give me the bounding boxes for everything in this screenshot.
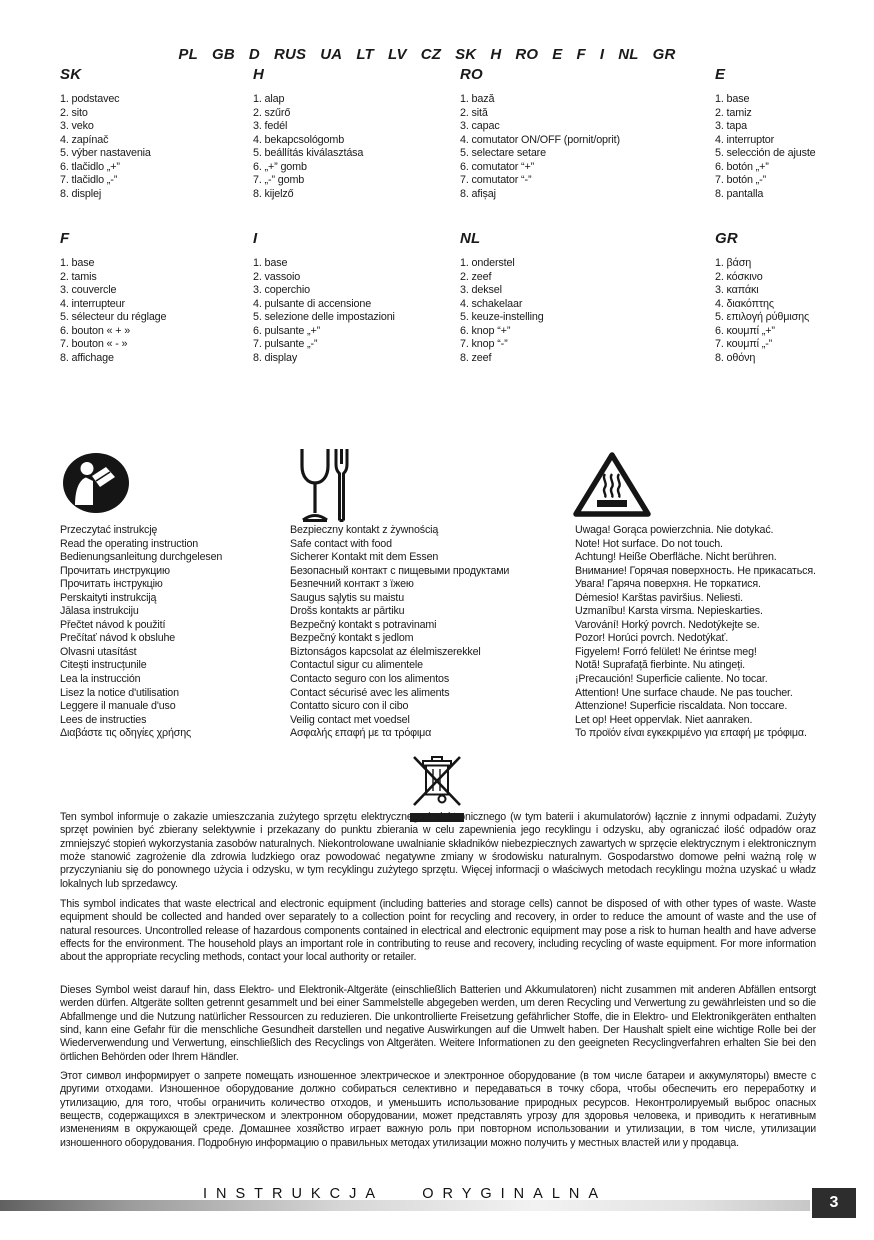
part-list-item: 3. coperchio bbox=[253, 284, 311, 296]
language-code: RUS bbox=[273, 46, 307, 63]
read-manual-icon bbox=[62, 452, 130, 519]
part-list-item: 2. zeef bbox=[460, 270, 492, 283]
caption-line: Contact sécurisé avec les aliments bbox=[290, 686, 450, 699]
part-list-item: 5. beállítás kiválasztása bbox=[253, 147, 364, 159]
caption-line: Leggere il manuale d'uso bbox=[60, 700, 176, 713]
food-safe-captions bbox=[290, 524, 509, 741]
part-list-item: 3. deksel bbox=[460, 284, 502, 296]
language-code: GR bbox=[652, 46, 676, 63]
part-list-item: 2. szűrő bbox=[253, 106, 291, 119]
parts-list bbox=[60, 93, 255, 201]
language-code: E bbox=[552, 46, 563, 63]
part-list-item: 7. knop “-” bbox=[460, 338, 508, 350]
part-list-item: 2. tamis bbox=[60, 270, 97, 283]
caption-line: Przeczytać instrukcję bbox=[60, 524, 158, 536]
part-list-item: 3. καπάκι bbox=[715, 284, 759, 296]
caption-line: Attenzione! Superficie riscaldata. Non toccare. bbox=[575, 700, 788, 713]
part-list-item: 8. display bbox=[253, 351, 298, 364]
caption-line: Figyelem! Forró felület! Ne érintse meg! bbox=[575, 645, 757, 658]
language-code: LT bbox=[356, 46, 374, 63]
part-list-item: 5. επιλογή ρύθμισης bbox=[715, 311, 810, 323]
part-list-item: 2. tamiz bbox=[715, 106, 752, 119]
part-list-item: 3. couvercle bbox=[60, 284, 117, 296]
caption-line: Безопасный контакт с пищевыми продуктами bbox=[290, 564, 510, 577]
part-list-item: 8. displej bbox=[60, 187, 102, 200]
caption-line: Note! Hot surface. Do not touch. bbox=[575, 537, 723, 550]
parts-list bbox=[253, 257, 448, 365]
page-number-badge bbox=[812, 1188, 856, 1218]
part-list-item: 8. zeef bbox=[460, 351, 492, 364]
footer-title: INSTRUKCJA ORYGINALNA bbox=[202, 1186, 608, 1202]
part-list-item: 7. κουμπί „-” bbox=[715, 338, 773, 350]
part-list-item: 4. comutator ON/OFF (pornit/oprit) bbox=[460, 133, 620, 146]
part-list-item: 1. βάση bbox=[715, 257, 752, 269]
caption-line: Прочитать інструкцію bbox=[60, 578, 163, 591]
disposal-paragraph-ru: Этот символ информирует о запрете помещать изношенное электрическое и электронное оборудование (в том числе батареи и аккумуляторы) вместе с другими отходами. Изношенное оборудование должно собираться селективно и передаваться в точку сбора, чтобы обеспечить его переработку и утилизацию, для того, чтобы ограничить количество отходов, и уменьшить использование природных ресурсов. Неконтролируемый выброс опасных веществ, содержащихся в электрическом и электронном оборудовании, может представлять угрозу для здоровья человека, и приводить к негативным изменениям в окружающей среде. Домашнее хозяйство играет важную роль при повторном использовании и утилизации, в том числе, утилизации изношенного оборудования. Подробную информацию о правильных методах утилизации можно получить у местных властей или у продавца. bbox=[60, 1070, 816, 1149]
disposal-paragraph-en: This symbol indicates that waste electrical and electronic equipment (including batteries and storage cells) cannot be disposed of with other types of waste. Waste equipment should be collected and handed over separately to a collection point for recycling and recovery, in order to reduce the amount of waste and the use of natural resources. Uncontrolled release of hazardous components contained in electrical and electronic equipment may pose a risk to human health and have adverse effects for the environment. The household plays an important role in contributing to reuse and recovery, including recycling of waste equipment. For more information about the appropriate recycling methods, contact your local authority or retailer. bbox=[60, 898, 816, 964]
part-list-item: 7. botón „-” bbox=[715, 174, 767, 186]
part-list-item: 2. sito bbox=[60, 106, 88, 119]
page-number: 3 bbox=[829, 1194, 839, 1211]
caption-line: Veilig contact met voedsel bbox=[290, 713, 410, 726]
part-list-item: 3. tapa bbox=[715, 120, 747, 132]
part-list-item: 6. botón „+” bbox=[715, 160, 769, 173]
parts-column-e bbox=[715, 66, 870, 201]
caption-line: Uwaga! Gorąca powierzchnia. Nie dotykać. bbox=[575, 524, 774, 536]
parts-list bbox=[715, 93, 870, 201]
caption-line: Contacto seguro con los alimentos bbox=[290, 673, 450, 686]
caption-line: Прочитать инструкцию bbox=[60, 564, 170, 577]
caption-line: Jālasa instrukciju bbox=[60, 605, 139, 618]
parts-column-sk bbox=[60, 66, 255, 201]
part-list-item: 8. pantalla bbox=[715, 187, 764, 200]
caption-line: Увага! Гаряча поверхня. Не торкатися. bbox=[575, 578, 761, 591]
caption-line: Let op! Heet oppervlak. Niet aanraken. bbox=[575, 713, 753, 726]
caption-line: Bezpieczny kontakt z żywnością bbox=[290, 524, 439, 536]
parts-column-header: NL bbox=[460, 230, 481, 247]
parts-list bbox=[460, 257, 655, 365]
parts-column-h bbox=[253, 66, 448, 201]
parts-column-header: GR bbox=[715, 230, 738, 247]
hot-surface-captions bbox=[575, 524, 816, 741]
caption-line: Olvasni utasítást bbox=[60, 645, 137, 658]
caption-line: Το προϊόν είναι εγκεκριμένο για επαφή με τρόφιμα. bbox=[575, 727, 807, 740]
parts-column-gr bbox=[715, 230, 870, 365]
part-list-item: 6. knop “+” bbox=[460, 324, 511, 337]
hot-surface-warning-icon bbox=[570, 450, 654, 525]
caption-line: ¡Precaución! Superficie caliente. No tocar. bbox=[575, 673, 768, 686]
language-code: F bbox=[576, 46, 586, 63]
caption-line: Contatto sicuro con il cibo bbox=[290, 700, 409, 713]
part-list-item: 1. onderstel bbox=[460, 257, 515, 269]
caption-line: Biztonságos kapcsolat az élelmiszerekkel bbox=[290, 645, 481, 658]
caption-line: Sicherer Kontakt mit dem Essen bbox=[290, 551, 439, 564]
caption-line: Безпечний контакт з їжею bbox=[290, 578, 414, 591]
part-list-item: 1. podstavec bbox=[60, 93, 120, 105]
part-list-item: 8. afișaj bbox=[460, 187, 496, 200]
part-list-item: 6. bouton « + » bbox=[60, 324, 131, 337]
parts-column-header: SK bbox=[60, 66, 82, 83]
caption-line: Drošs kontakts ar pārtiku bbox=[290, 605, 405, 618]
caption-line: Achtung! Heiße Oberfläche. Nicht berühren. bbox=[575, 551, 777, 564]
parts-column-f bbox=[60, 230, 255, 365]
part-list-item: 6. κουμπί „+” bbox=[715, 324, 775, 337]
language-code: RO bbox=[515, 46, 539, 63]
language-code: D bbox=[248, 46, 260, 63]
disposal-paragraph-pl: Ten symbol informuje o zakazie umieszczania zużytego sprzętu elektrycznego i elektronicznego (w tym baterii i akumulatorów) łącznie z innymi odpadami. Zużyty sprzęt powinien być zbierany selektywnie i przekazany do punktu zbierania w celu zapewnienia jego recyklingu i odzysku, aby ograniczać ilość odpadów oraz zmniejszyć stopień wykorzystania zasobów naturalnych. Niekontrolowane uwalnianie składników niebezpiecznych zawartych w sprzęcie elektrycznym i elektronicznym może stanowić zagrożenie dla zdrowia ludzkiego oraz powodować negatywne zmiany w środowisku naturalnym. Gospodarstwo domowe pełni ważną rolę w przyczynianiu się do ponownego użycia i odzysku, w tym recyklingu zużytego sprzętu. Więcej informacji o właściwych metodach recyklingu można uzyskać u władz lokalnych lub sprzedawcy. bbox=[60, 811, 816, 890]
caption-line: Uzmanību! Karsta virsma. Nepieskarties. bbox=[575, 605, 763, 618]
part-list-item: 3. fedél bbox=[253, 120, 288, 132]
part-list-item: 4. zapínač bbox=[60, 133, 109, 146]
caption-line: Внимание! Горячая поверхность. Не прикасаться. bbox=[575, 564, 816, 577]
caption-line: Bezpečný kontakt s jedlom bbox=[290, 632, 414, 645]
parts-list bbox=[715, 257, 870, 365]
parts-column-i bbox=[253, 230, 448, 365]
caption-line: Perskaityti instrukciją bbox=[60, 591, 157, 604]
parts-column-header: RO bbox=[460, 66, 483, 83]
part-list-item: 6. comutator “+” bbox=[460, 160, 535, 173]
part-list-item: 3. veko bbox=[60, 120, 94, 132]
caption-line: Dėmesio! Karštas paviršius. Neliesti. bbox=[575, 591, 743, 604]
part-list-item: 1. base bbox=[715, 93, 750, 105]
caption-line: Διαβάστε τις οδηγίες χρήσης bbox=[60, 727, 191, 740]
parts-list bbox=[460, 93, 655, 201]
part-list-item: 4. interruptor bbox=[715, 133, 775, 146]
caption-line: Attention! Une surface chaude. Ne pas toucher. bbox=[575, 686, 793, 699]
part-list-item: 5. sélecteur du réglage bbox=[60, 311, 167, 323]
part-list-item: 5. výber nastavenia bbox=[60, 147, 151, 159]
part-list-item: 2. vassoio bbox=[253, 270, 301, 283]
caption-line: Saugus sąlytis su maistu bbox=[290, 591, 405, 604]
part-list-item: 7. comutator “-” bbox=[460, 174, 532, 186]
language-code: CZ bbox=[420, 46, 442, 63]
language-code: PL bbox=[178, 46, 198, 63]
language-code: LV bbox=[387, 46, 407, 63]
caption-line: Lees de instructies bbox=[60, 713, 147, 726]
caption-line: Prečítať návod k obsluhe bbox=[60, 632, 176, 645]
caption-line: Lea la instrucción bbox=[60, 673, 141, 686]
parts-column-nl bbox=[460, 230, 655, 365]
part-list-item: 5. selezione delle impostazioni bbox=[253, 311, 395, 323]
part-list-item: 4. pulsante di accensione bbox=[253, 297, 372, 310]
part-list-item: 8. kijelző bbox=[253, 187, 294, 200]
part-list-item: 1. base bbox=[253, 257, 288, 269]
caption-line: Bezpečný kontakt s potravinami bbox=[290, 618, 437, 631]
caption-line: Varování! Horký povrch. Nedotýkejte se. bbox=[575, 618, 760, 631]
caption-line: Citești instrucțunile bbox=[60, 659, 147, 672]
part-list-item: 1. base bbox=[60, 257, 95, 269]
part-list-item: 1. bază bbox=[460, 93, 495, 105]
part-list-item: 2. κόσκινο bbox=[715, 270, 763, 283]
part-list-item: 5. selección de ajuste bbox=[715, 147, 816, 159]
parts-list bbox=[60, 257, 255, 365]
parts-column-header: E bbox=[715, 66, 726, 83]
part-list-item: 7. „-” gomb bbox=[253, 174, 305, 186]
part-list-item: 1. alap bbox=[253, 93, 285, 105]
caption-line: Safe contact with food bbox=[290, 537, 392, 550]
part-list-item: 5. selectare setare bbox=[460, 147, 546, 159]
part-list-item: 4. διακόπτης bbox=[715, 297, 774, 310]
language-code: I bbox=[599, 46, 605, 63]
language-code: SK bbox=[455, 46, 477, 63]
language-code: UA bbox=[320, 46, 343, 63]
parts-column-header: I bbox=[253, 230, 258, 247]
part-list-item: 7. pulsante „-” bbox=[253, 338, 318, 350]
language-code: GB bbox=[212, 46, 235, 63]
caption-line: Contactul sigur cu alimentele bbox=[290, 659, 423, 672]
caption-line: Ασφαλής επαφή με τα τρόφιμα bbox=[290, 727, 432, 740]
part-list-item: 4. bekapcsológomb bbox=[253, 133, 345, 146]
caption-line: Read the operating instruction bbox=[60, 537, 199, 550]
part-list-item: 6. pulsante „+” bbox=[253, 324, 321, 337]
read-manual-captions bbox=[60, 524, 222, 741]
language-codes-header bbox=[0, 46, 854, 63]
food-safe-icon bbox=[296, 446, 350, 529]
parts-column-header: F bbox=[60, 230, 70, 247]
part-list-item: 8. affichage bbox=[60, 351, 114, 364]
language-code: H bbox=[490, 46, 502, 63]
caption-line: Přečtet návod k použití bbox=[60, 618, 166, 631]
part-list-item: 3. capac bbox=[460, 120, 500, 132]
part-list-item: 7. tlačidlo „-” bbox=[60, 174, 118, 186]
part-list-item: 8. οθόνη bbox=[715, 351, 756, 364]
part-list-item: 4. schakelaar bbox=[460, 297, 523, 310]
part-list-item: 2. sită bbox=[460, 106, 488, 119]
disposal-paragraph-de: Dieses Symbol weist darauf hin, dass Elektro- und Elektronik-Altgeräte (einschließlich Batterien und Akkumulatoren) nicht zusammen mit anderen Abfällen entsorgt werden dürfen. Altgeräte sollten getrennt gesammelt und bei einer Sammelstelle abgegeben werden, um deren Recycling und Verwertung zu gewährleisten und so die Abfallmenge und die Nutzung natürlicher Ressourcen zu reduzieren. Die unkontrollierte Freisetzung gefährlicher Stoffe, die in Elektro- und Elektronikgeräten enthalten sind, kann eine Gefahr für die menschliche Gesundheit darstellen und negative Auswirkungen auf die Umwelt haben. Der Haushalt spielt eine wichtige Rolle bei der Wiederverwendung und Verwertung, einschließlich des Recyclings von Altgeräten. Weitere Informationen zu den geeigneten Recyclingverfahren erhalten Sie bei den örtlichen Behörden oder Ihrem Händler. bbox=[60, 984, 816, 1063]
part-list-item: 5. keuze-instelling bbox=[460, 311, 544, 323]
caption-line: Notă! Suprafață fierbinte. Nu atingeți. bbox=[575, 659, 746, 672]
part-list-item: 7. bouton « - » bbox=[60, 338, 128, 350]
parts-column-ro bbox=[460, 66, 655, 201]
caption-line: Pozor! Horúci povrch. Nedotýkať. bbox=[575, 632, 729, 645]
language-code: NL bbox=[618, 46, 639, 63]
caption-line: Lisez la notice d'utilisation bbox=[60, 686, 179, 699]
parts-list bbox=[253, 93, 448, 201]
parts-column-header: H bbox=[253, 66, 265, 83]
part-list-item: 6. „+” gomb bbox=[253, 160, 307, 173]
caption-line: Bedienungsanleitung durchgelesen bbox=[60, 551, 223, 564]
part-list-item: 4. interrupteur bbox=[60, 297, 125, 310]
part-list-item: 6. tlačidlo „+” bbox=[60, 160, 120, 173]
